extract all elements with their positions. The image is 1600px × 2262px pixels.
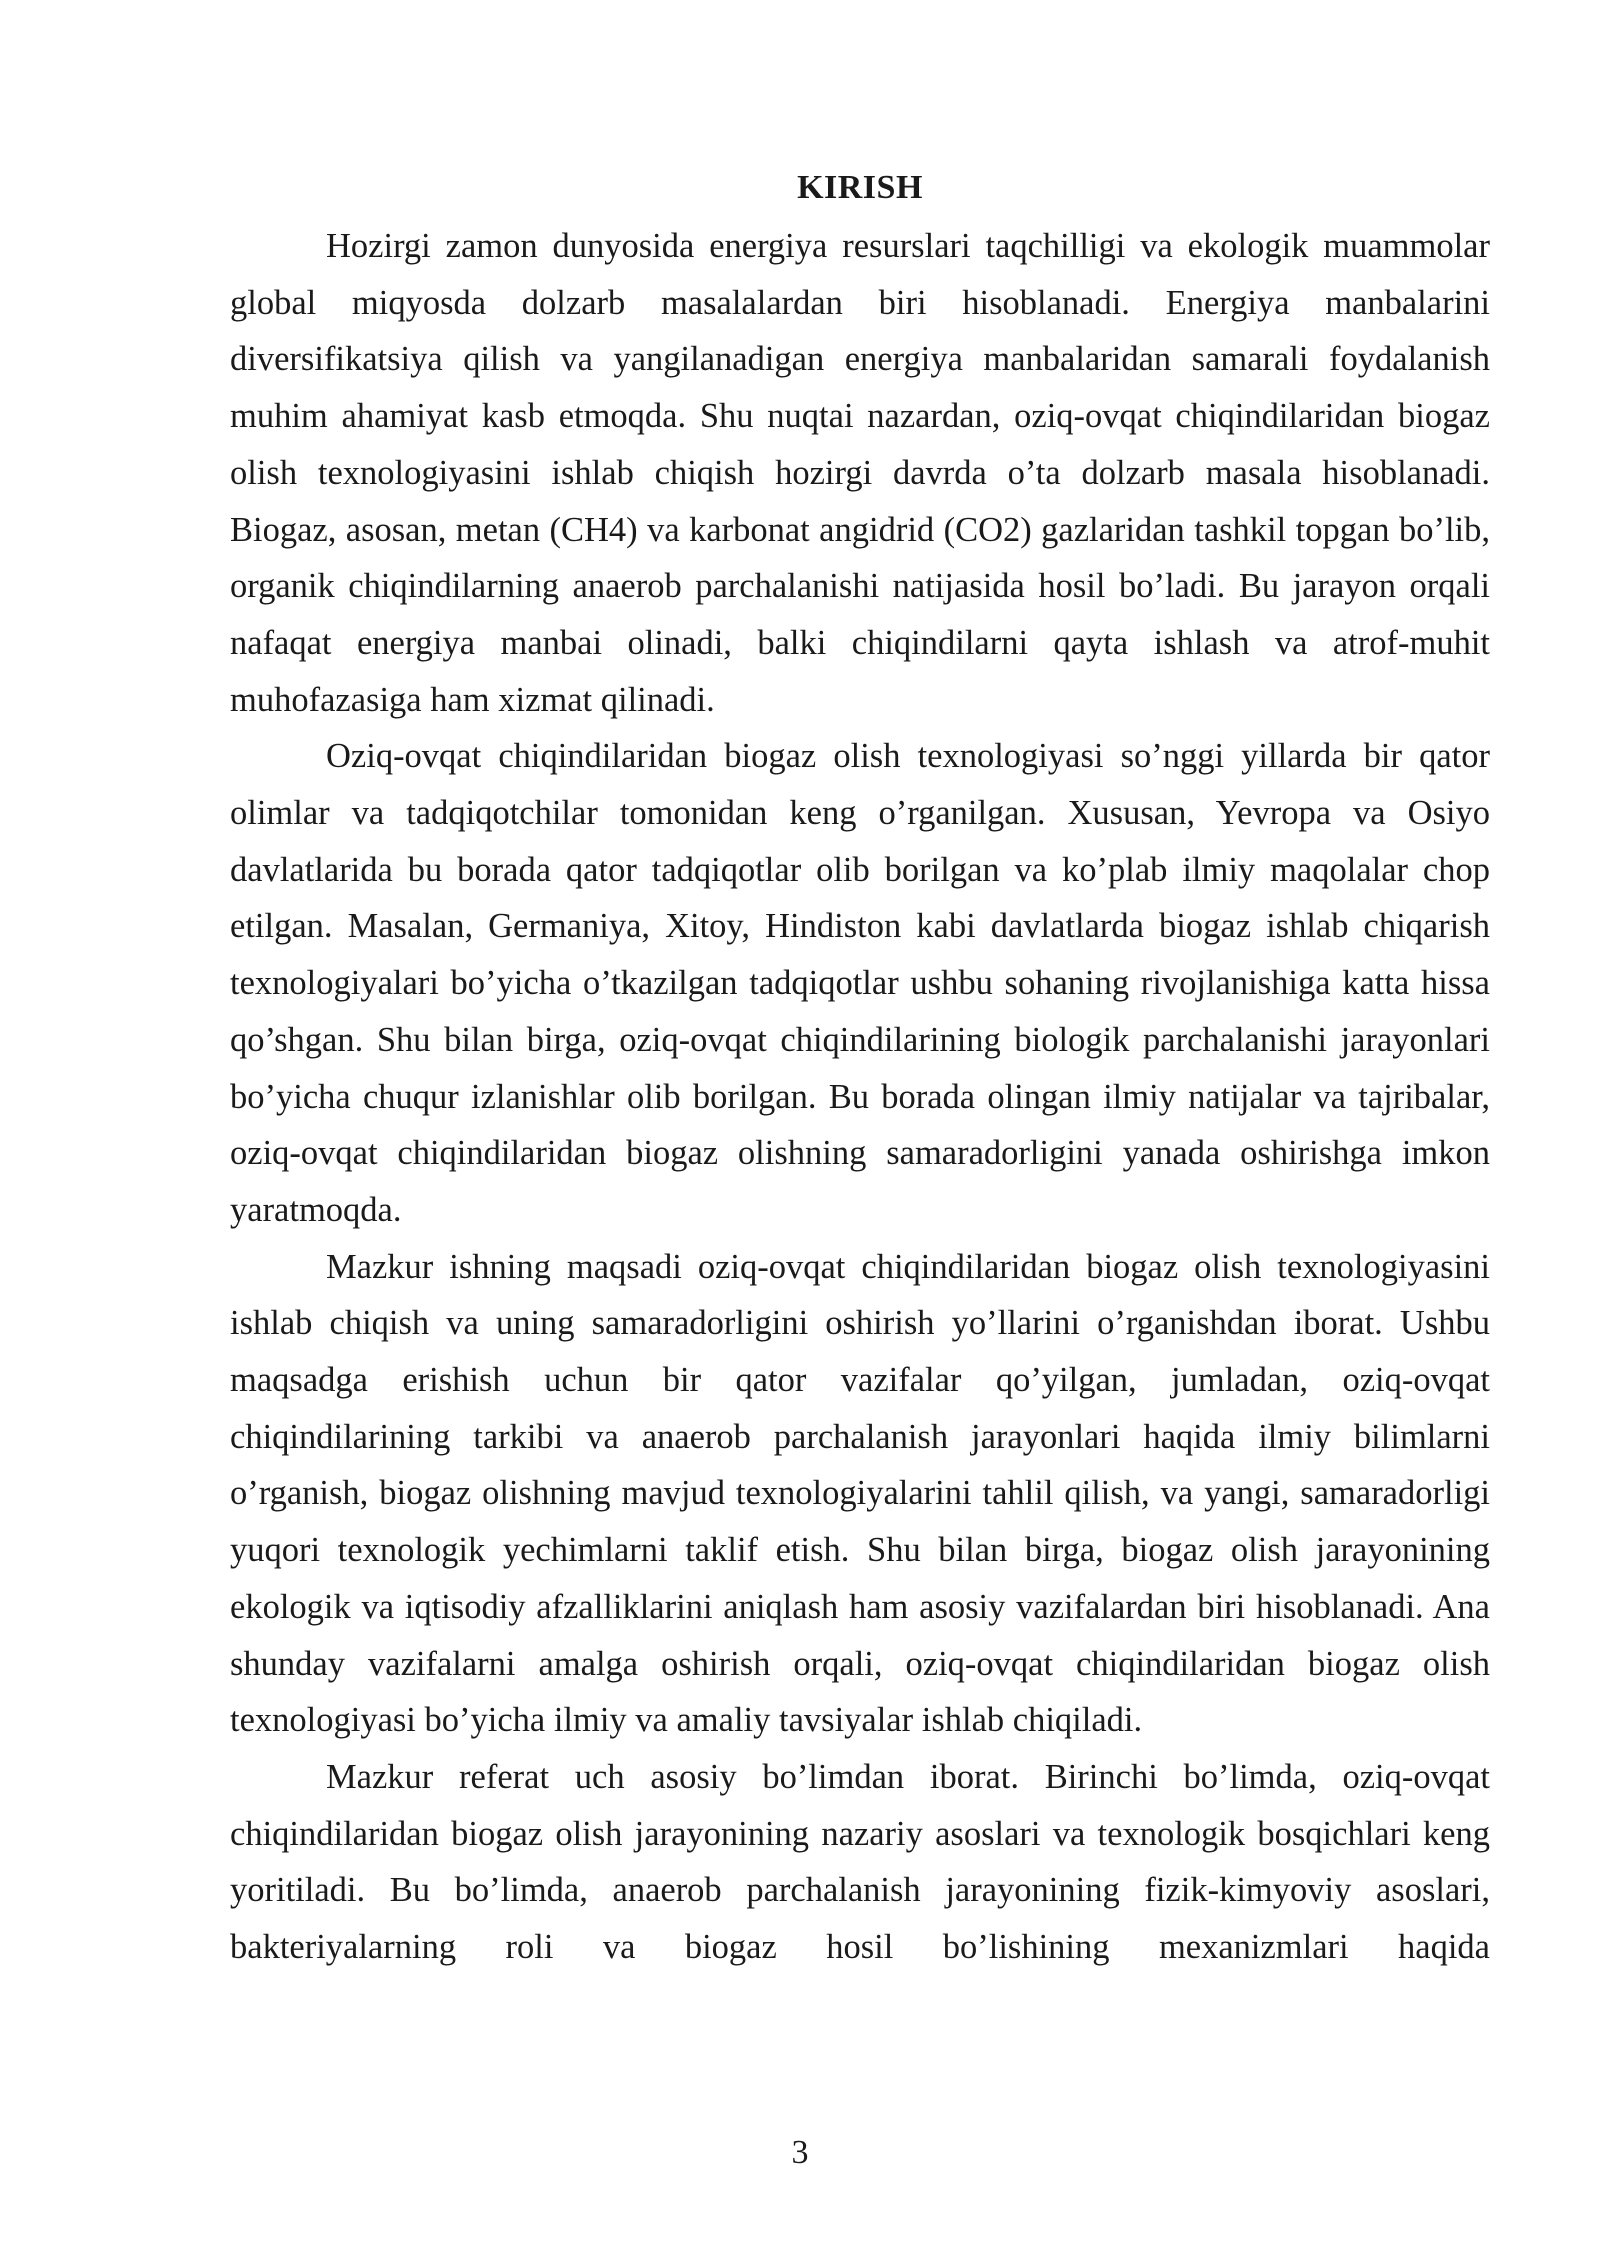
page-number: 3 — [791, 2134, 809, 2171]
page-content — [230, 160, 1490, 1976]
paragraph-4: Mazkur referat uch asosiy bo’limdan iborat. Birinchi bo’limda, oziq-ovqat chiqindilaridan biogaz olish jarayonining nazariy asoslari va texnologik bosqichlari keng yoritiladi. Bu bo’limda, anaerob parchalanish jarayonining fizik-kimyoviy asoslari, bakteriyalarning roli va biogaz hosil bo’lishining mexanizmlari haqida — [230, 1757, 1490, 1967]
section-title: KIRISH — [797, 169, 923, 206]
paragraph-3: Mazkur ishning maqsadi oziq-ovqat chiqindilaridan biogaz olish texnologiyasini ishlab chiqish va uning samaradorligini oshirish yo’llarini o’rganishdan iborat. Ushbu maqsadga erishish uchun bir qator vazifalar qo’yilgan, jumladan, oziq-ovqat chiqindilarining tarkibi va anaerob parchalanish jarayonlari haqida ilmiy bilimlarni o’rganish, biogaz olishning mavjud texnologiyalarini tahlil qilish, va yangi, samaradorligi yuqori texnologik yechimlarni taklif etish. Shu bilan birga, biogaz olish jarayonining ekologik va iqtisodiy afzalliklarini aniqlash ham asosiy vazifalardan biri hisoblanadi. Ana shunday vazifalarni amalga oshirish orqali, oziq-ovqat chiqindilaridan biogaz olish texnologiyasi bo’yicha ilmiy va amaliy tavsiyalar ishlab chiqiladi. — [230, 1247, 1490, 1740]
paragraph-1: Hozirgi zamon dunyosida energiya resurslari taqchilligi va ekologik muammolar global miqyosda dolzarb masalalardan biri hisoblanadi. Energiya manbalarini diversifikatsiya qilish va yangilanadigan energiya manbalaridan samarali foydalanish muhim ahamiyat kasb etmoqda. Shu nuqtai nazardan, oziq-ovqat chiqindilaridan biogaz olish texnologiyasini ishlab chiqish hozirgi davrda o’ta dolzarb masala hisoblanadi. Biogaz, asosan, metan (CH4) va karbonat angidrid (CO2) gazlaridan tashkil topgan bo’lib, organik chiqindilarning anaerob parchalanishi natijasida hosil bo’ladi. Bu jarayon orqali nafaqat energiya manbai olinadi, balki chiqindilarni qayta ishlash va atrof-muhit muhofazasiga ham xizmat qilinadi. — [230, 227, 1490, 719]
paragraph-2: Oziq-ovqat chiqindilaridan biogaz olish texnologiyasi so’nggi yillarda bir qator olimlar va tadqiqotchilar tomonidan keng o’rganilgan. Xususan, Yevropa va Osiyo davlatlarida bu borada qator tadqiqotlar olib borilgan va ko’plab ilmiy maqolalar chop etilgan. Masalan, Germaniya, Xitoy, Hindiston kabi davlatlarda biogaz ishlab chiqarish texnologiyalari bo’yicha o’tkazilgan tadqiqotlar ushbu sohaning rivojlanishiga katta hissa qo’shgan. Shu bilan birga, oziq-ovqat chiqindilarining biologik parchalanishi jarayonlari bo’yicha chuqur izlanishlar olib borilgan. Bu borada olingan ilmiy natijalar va tajribalar, oziq-ovqat chiqindilaridan biogaz olishning samaradorligini yanada oshirishga imkon yaratmoqda. — [230, 737, 1490, 1229]
